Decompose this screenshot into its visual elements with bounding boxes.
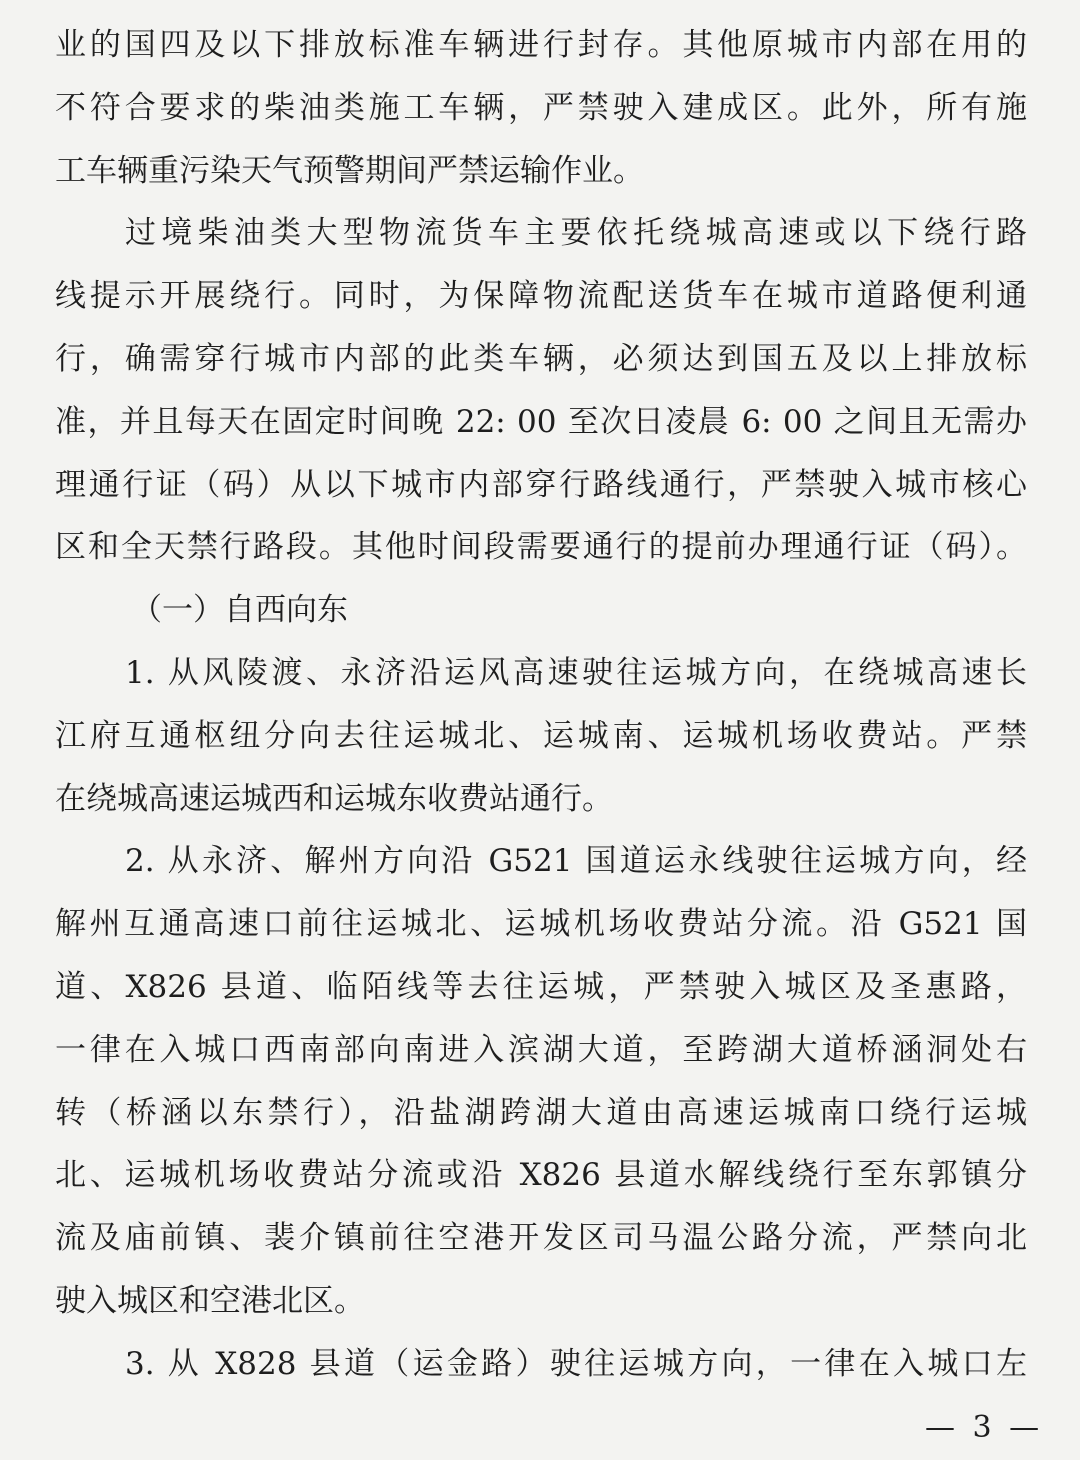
text-line: 流及庙前镇、裴介镇前往空港开发区司马温公路分流，严禁向北 bbox=[55, 1220, 1027, 1257]
text-line: 理通行证（码）从以下城市内部穿行路线通行，严禁驶入城市核心 bbox=[55, 466, 1027, 503]
text-line: 1. 从风陵渡、永济沿运风高速驶往运城方向，在绕城高速长 bbox=[125, 654, 1027, 691]
text-line: 区和全天禁行路段。其他时间段需要通行的提前办理通行证（码）。 bbox=[55, 529, 1027, 566]
text-line: 过境柴油类大型物流货车主要依托绕城高速或以下绕行路 bbox=[125, 215, 1027, 252]
section-heading: （一）自西向东 bbox=[131, 592, 348, 629]
text-line: 解州互通高速口前往运城北、运城机场收费站分流。沿 G521 国 bbox=[55, 906, 1027, 943]
text-line: 3. 从 X828 县道（运金路）驶往运城方向，一律在入城口左 bbox=[125, 1345, 1027, 1382]
text-line: 北、运城机场收费站分流或沿 X826 县道水解线绕行至东郭镇分 bbox=[55, 1157, 1027, 1194]
text-line: 线提示开展绕行。同时，为保障物流配送货车在城市道路便利通 bbox=[55, 278, 1027, 315]
text-line: 驶入城区和空港北区。 bbox=[55, 1282, 365, 1319]
page-number: — 3 — bbox=[925, 1410, 1044, 1445]
text-line: 工车辆重污染天气预警期间严禁运输作业。 bbox=[55, 152, 644, 189]
text-line: 江府互通枢纽分向去往运城北、运城南、运城机场收费站。严禁 bbox=[55, 717, 1027, 754]
text-line: 道、X826 县道、临陌线等去往运城，严禁驶入城区及圣惠路， bbox=[55, 968, 1027, 1005]
text-line: 业的国四及以下排放标准车辆进行封存。其他原城市内部在用的 bbox=[55, 27, 1027, 63]
text-line: 行，确需穿行城市内部的此类车辆，必须达到国五及以上排放标 bbox=[55, 340, 1027, 377]
document-body bbox=[55, 14, 1027, 1396]
text-line: 准，并且每天在固定时间晚 22: 00 至次日凌晨 6: 00 之间且无需办 bbox=[55, 403, 1027, 440]
text-line: 转（桥涵以东禁行），沿盐湖跨湖大道由高速运城南口绕行运城 bbox=[55, 1094, 1027, 1131]
text-line: 不符合要求的柴油类施工车辆，严禁驶入建成区。此外，所有施 bbox=[55, 89, 1027, 126]
text-line: 在绕城高速运城西和运城东收费站通行。 bbox=[55, 780, 613, 817]
text-line: 2. 从永济、解州方向沿 G521 国道运永线驶往运城方向，经 bbox=[125, 843, 1027, 880]
text-line: 一律在入城口西南部向南进入滨湖大道，至跨湖大道桥涵洞处右 bbox=[55, 1031, 1027, 1068]
